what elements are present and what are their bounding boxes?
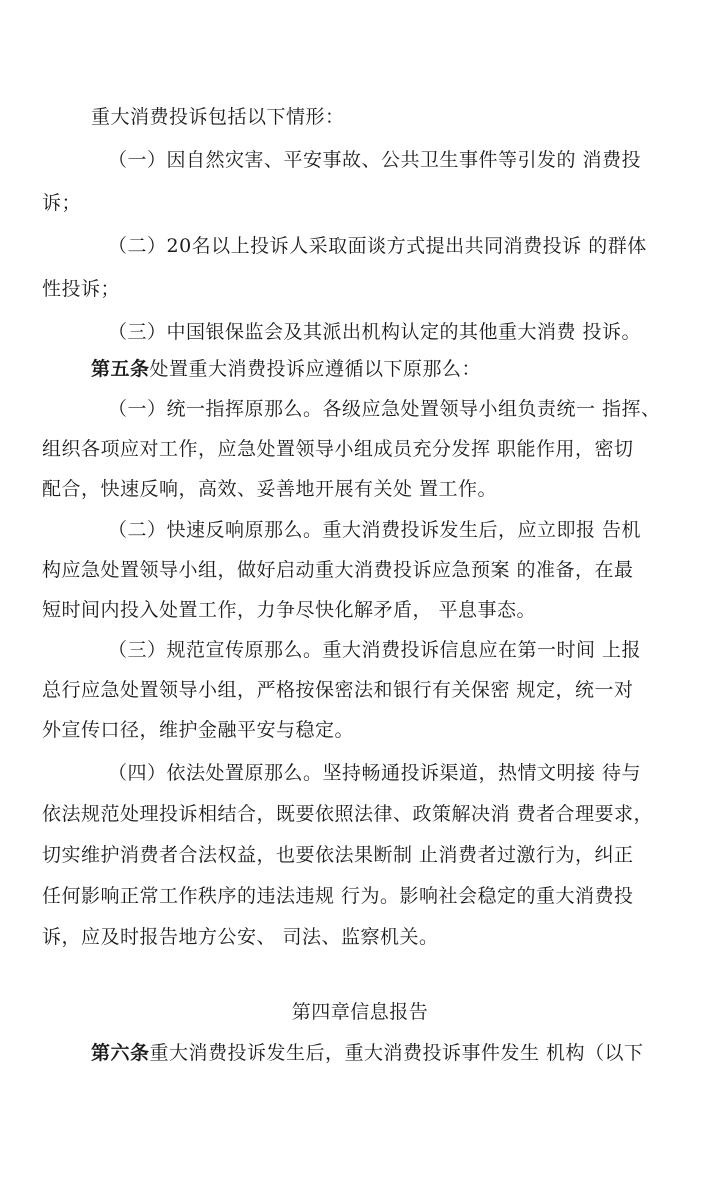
article6-label: 第六条: [91, 1042, 150, 1064]
case2-line1: （二）20名以上投诉人采取面谈方式提出共同消费投诉 的群体: [108, 235, 647, 257]
case2-line2: 性投诉；: [42, 278, 121, 300]
case1-line1: （一）因自然灾害、平安事故、公共卫生事件等引发的 消费投: [108, 149, 642, 171]
principle1-line3: 配合，快速反响，高效、妥善地开展有关处 置工作。: [42, 478, 498, 500]
principle4-line2: 依法规范处理投诉相结合，既要依照法律、政策解决消 费者合理要求，: [42, 803, 654, 825]
principle4-line4: 任何影响正常工作秩序的违法违规 行为。影响社会稳定的重大消费投: [42, 885, 634, 907]
principle3-line1: （三）规范宣传原那么。重大消费投诉信息应在第一时间 上报: [108, 639, 642, 661]
principle2-line3: 短时间内投入处置工作，力争尽快化解矛盾， 平息事态。: [42, 599, 537, 621]
article5-text: 处置重大消费投诉应遵循以下原那么：: [149, 358, 482, 380]
chapter4-heading: 第四章信息报告: [291, 1001, 429, 1023]
principle2-line2: 构应急处置领导小组，做好启动重大消费投诉应急预案 的准备，在最: [42, 559, 634, 581]
principle1-line1: （一）统一指挥原那么。各级应急处置领导小组负责统一 指挥、: [108, 398, 661, 420]
intro-line: 重大消费投诉包括以下情形：: [91, 106, 345, 128]
article6-text: 重大消费投诉发生后，重大消费投诉事件发生 机构（以下: [149, 1042, 644, 1064]
principle4-line3: 切实维护消费者合法权益，也要依法果断制 止消费者过激行为，纠正: [42, 844, 634, 866]
principle3-line3: 外宣传口径，维护金融平安与稳定。: [42, 719, 355, 741]
principle1-line2: 组织各项应对工作，应急处置领导小组成员充分发挥 职能作用，密切: [42, 438, 634, 460]
article5-label: 第五条: [91, 358, 150, 380]
case1-line2: 诉；: [42, 192, 82, 214]
article5-line: [91, 357, 481, 381]
principle4-line5: 诉，应及时报告地方公安、 司法、监察机关。: [42, 926, 439, 948]
article6-line: [91, 1041, 644, 1065]
principle4-line1: （四）依法处置原那么。坚持畅通投诉渠道，热情文明接 待与: [108, 762, 642, 784]
principle2-line1: （二）快速反响原那么。重大消费投诉发生后，应立即报 告机: [108, 519, 642, 541]
case3-line1: （三）中国银保监会及其派出机构认定的其他重大消费 投诉。: [108, 321, 642, 343]
principle3-line2: 总行应急处置领导小组，严格按保密法和银行有关保密 规定，统一对: [42, 679, 634, 701]
